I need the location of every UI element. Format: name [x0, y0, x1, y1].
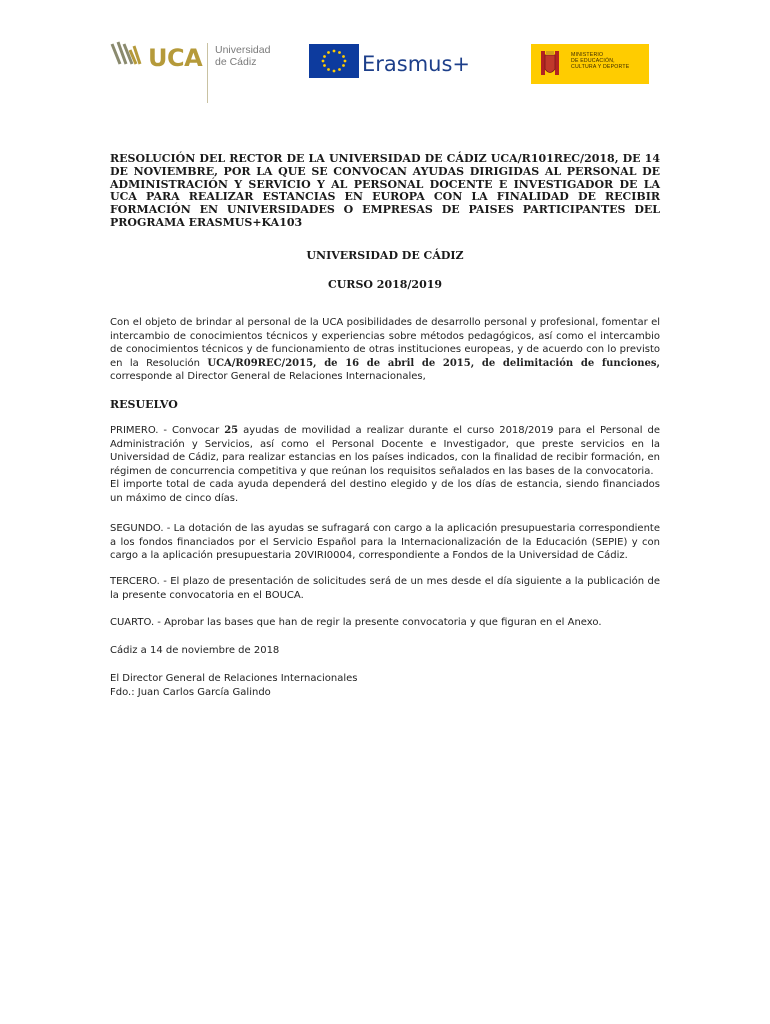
ayudas-count: 25 — [224, 425, 239, 436]
ministry-text: MINISTERIO DE EDUCACIÓN, CULTURA Y DEPORTE — [571, 52, 630, 70]
university-heading: UNIVERSIDAD DE CÁDIZ — [306, 249, 464, 262]
signature-title: El Director General de Relaciones Internacionales — [110, 673, 358, 684]
resuelvo-heading: RESUELVO — [110, 398, 178, 411]
uca-line1: Universidad — [215, 44, 271, 56]
segundo-paragraph: SEGUNDO. - La dotación de las ayudas se sufragará con cargo a la aplicación presupuestaria correspondiente a los fondos financiados por el Servicio Español para la Internacionalización de la Educación (SEPIE) y con cargo a la aplicación presupuestaria 20VIRI0004, correspondiente a Fondos de la Universidad de Cádiz. — [110, 523, 660, 562]
erasmus-logo-text: Erasmus+ — [362, 52, 471, 76]
uca-logo-subtitle — [215, 44, 270, 68]
tercero-paragraph: TERCERO. - El plazo de presentación de solicitudes será de un mes desde el día siguiente a la publicación de la presente convocatoria en el BOUCA. — [110, 576, 660, 601]
coat-of-arms-icon — [539, 49, 561, 79]
uca-line2: de Cádiz — [215, 56, 257, 68]
page-header — [0, 38, 770, 103]
signature-block — [110, 672, 660, 699]
date-line: Cádiz a 14 de noviembre de 2018 — [110, 645, 280, 656]
cuarto-paragraph: CUARTO. - Aprobar las bases que han de regir la presente convocatoria y que figuran en el Anexo. — [110, 617, 602, 628]
eu-flag-icon — [309, 44, 359, 78]
uca-logo-text: UCA — [148, 44, 203, 72]
document-title-block — [110, 153, 660, 230]
ministry-logo — [531, 44, 649, 84]
signature-name: Fdo.: Juan Carlos García Galindo — [110, 686, 271, 698]
primero-paragraph: PRIMERO. - Convocar 25 ayudas de movilidad a realizar durante el curso 2018/2019 para el Personal de Administración y Servicios, así como el Personal Docente e Investigador, que preste servicios en la Universidad de Cádiz, para realizar estancias en los países indicados, con la finalidad de recibir formación, en régimen de concurrencia competitiva y que reúnan los requisitos señalados en las bases de la convocatoria. El importe total de cada ayuda dependerá del destino elegido y de los días de estancia, siendo financiados un máximo de cinco días. — [110, 425, 660, 504]
intro-paragraph: Con el objeto de brindar al personal de la UCA posibilidades de desarrollo personal y profesional, fomentar el intercambio de conocimientos técnicos y experiencias sobre métodos pedagógicos, así como el intercambio de conocimientos técnicos y de funcionamiento de otras instituciones europeas, y de acuerdo con lo previsto en la Resolución UCA/R09REC/2015, de 16 de abril de 2015, de delimitación de funciones, corresponde al Director General de Relaciones Internacionales, — [110, 317, 660, 383]
course-heading: CURSO 2018/2019 — [327, 278, 443, 291]
uca-logo-icon — [110, 40, 146, 68]
resolution-reference: UCA/R09REC/2015, de 16 de abril de 2015, de delimitación de funciones, — [207, 357, 660, 369]
document-title: RESOLUCIÓN DEL RECTOR DE LA UNIVERSIDAD DE CÁDIZ UCA/R101REC/2018, DE 14 DE NOVIEMBRE, POR LA QUE SE CONVOCAN AYUDAS DIRIGIDAS AL PERSONAL DE ADMINISTRACIÓN Y SERVICIO Y AL PERSONAL DOCENTE E INVESTIGADOR DE LA UCA PARA REALIZAR ESTANCIAS EN EUROPA CON LA FINALIDAD DE RECIBIR FORMACIÓN EN UNIVERSIDADES O EMPRESAS DE PAISES PARTICIPANTES DEL PROGRAMA ERASMUS+KA103 — [110, 152, 660, 229]
uca-logo-divider — [207, 43, 208, 103]
